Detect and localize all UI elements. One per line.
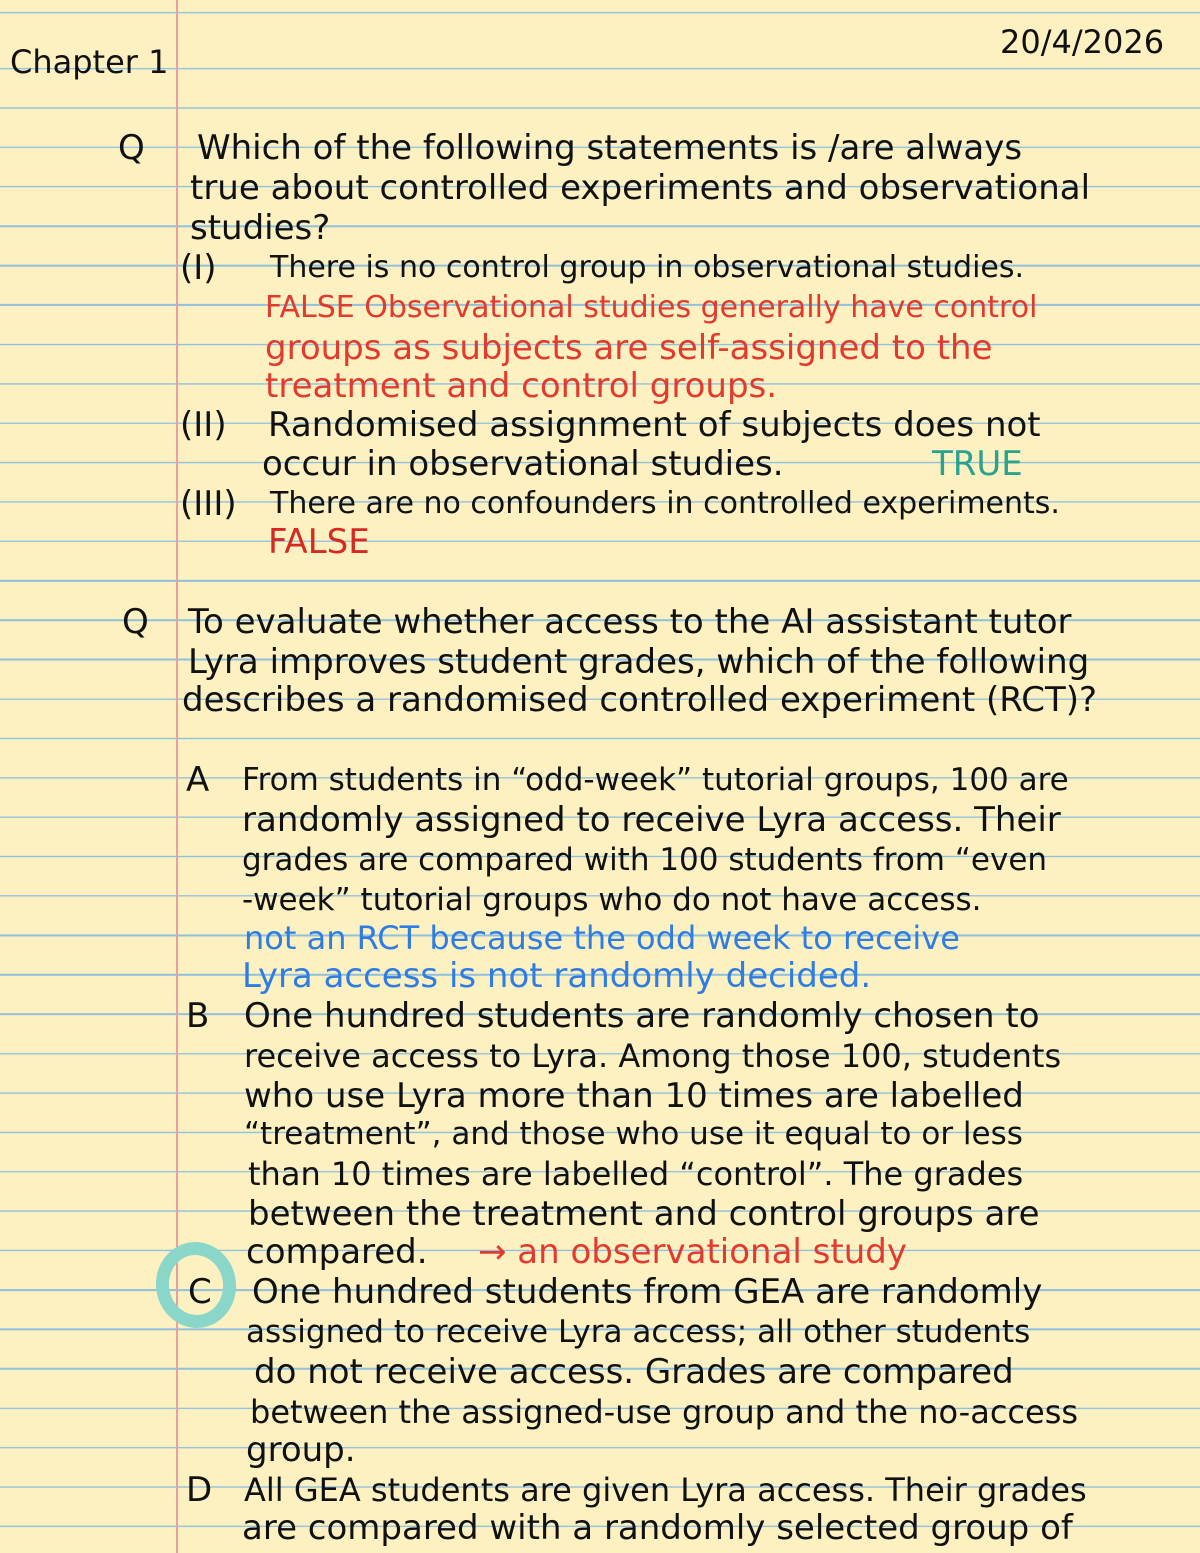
question-1-line: studies?	[190, 208, 331, 248]
option-b-line: compared.	[246, 1232, 428, 1272]
question-2-line: describes a randomised controlled experiment (RCT)?	[182, 680, 1098, 720]
option-c-line: group.	[246, 1430, 356, 1470]
statement-ii-text: occur in observational studies.	[262, 444, 784, 484]
statement-iii-text: There are no confounders in controlled experiments.	[270, 486, 1060, 521]
option-b-line: than 10 times are labelled “control”. The grades	[248, 1155, 1024, 1193]
option-a-line: randomly assigned to receive Lyra access. Their	[242, 800, 1061, 840]
date-label: 20/4/2026	[1000, 23, 1165, 61]
option-a-line: -week” tutorial groups who do not have access.	[242, 882, 982, 918]
option-a-note: not an RCT because the odd week to receive	[244, 919, 960, 957]
option-a-line: grades are compared with 100 students from “even	[242, 842, 1048, 878]
statement-iii-answer: FALSE	[268, 522, 370, 562]
option-a-note: Lyra access is not randomly decided.	[242, 956, 872, 996]
chapter-title: Chapter 1	[10, 43, 169, 81]
option-b-line: “treatment”, and those who use it equal to or less	[244, 1116, 1023, 1152]
option-a-letter: A	[186, 760, 210, 800]
statement-ii-number: (II)	[180, 405, 227, 445]
option-b-note: → an observational study	[478, 1232, 907, 1272]
statement-i-answer: treatment and control groups.	[265, 366, 778, 406]
statement-i-answer: FALSE Observational studies generally have control	[265, 290, 1038, 325]
statement-i-number: (I)	[180, 248, 217, 288]
option-b-letter: B	[186, 996, 210, 1036]
option-d-line: All GEA students are given Lyra access. Their grades	[244, 1471, 1087, 1509]
option-c-line: do not receive access. Grades are compared	[254, 1352, 1014, 1392]
statement-ii-text: Randomised assignment of subjects does not	[268, 405, 1041, 445]
question-1-marker: Q	[118, 128, 145, 168]
option-c-line: between the assigned-use group and the no-access	[250, 1393, 1079, 1431]
question-1-line: Which of the following statements is /are always	[197, 128, 1023, 168]
option-b-line: One hundred students are randomly chosen to	[244, 996, 1040, 1036]
statement-i-answer: groups as subjects are self-assigned to the	[265, 328, 993, 368]
option-c-line: assigned to receive Lyra access; all other students	[246, 1314, 1031, 1350]
statement-ii-answer: TRUE	[932, 444, 1023, 484]
option-c-line: One hundred students from GEA are randomly	[252, 1272, 1043, 1312]
option-a-line: From students in “odd-week” tutorial groups, 100 are	[242, 762, 1069, 798]
option-d-letter: D	[186, 1470, 213, 1510]
statement-i-text: There is no control group in observational studies.	[270, 250, 1025, 285]
option-b-line: receive access to Lyra. Among those 100, students	[244, 1037, 1062, 1075]
question-2-line: To evaluate whether access to the AI assistant tutor	[188, 602, 1072, 642]
question-1-line: true about controlled experiments and observational	[190, 168, 1091, 208]
question-2-line: Lyra improves student grades, which of the following	[188, 642, 1090, 682]
option-c-letter: C	[188, 1272, 212, 1312]
question-2-marker: Q	[122, 602, 149, 642]
option-d-line: are compared with a randomly selected group of	[242, 1508, 1073, 1548]
option-b-line: who use Lyra more than 10 times are labelled	[244, 1076, 1024, 1116]
option-b-line: between the treatment and control groups are	[248, 1194, 1040, 1234]
statement-iii-number: (III)	[180, 484, 237, 524]
